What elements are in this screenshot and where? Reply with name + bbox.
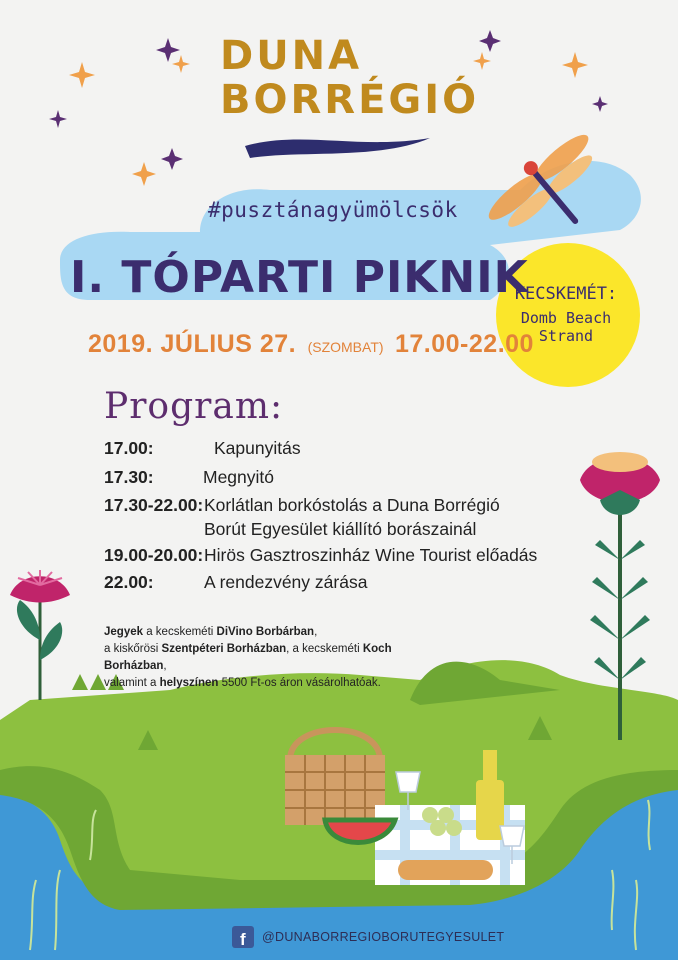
program-heading: Program: [104, 386, 284, 427]
program-item [104, 572, 367, 593]
ticket-text: a kiskőrösi [104, 643, 162, 655]
event-date [88, 330, 534, 359]
venue-place-line-2: Strand [538, 327, 594, 345]
date-main: 2019. JÚLIUS 27. [88, 330, 297, 358]
ticket-word: Jegyek [104, 626, 144, 638]
program-time: 17.30-22.00: [104, 495, 204, 515]
facebook-icon: f [232, 926, 254, 948]
program-time: 17.00: [104, 438, 154, 458]
program-item [104, 467, 274, 488]
ticket-text: 5500 Ft-os áron vásárolhatóak. [218, 677, 381, 689]
program-item [104, 438, 301, 459]
program-item [104, 545, 537, 566]
program-item [104, 495, 500, 516]
program-text: Hirös Gasztroszinház Wine Tourist előadás [204, 545, 538, 565]
ticket-text: a kecskeméti [143, 626, 217, 638]
ticket-place: DiVino Borbárban [216, 626, 315, 638]
date-weekday: (SZOMBAT) [307, 339, 384, 355]
ticket-text: valamint a [104, 677, 160, 689]
logo [220, 33, 480, 123]
logo-line-1: DUNA [220, 33, 363, 79]
program-text: Borút Egyesület kiállító borászainál [204, 519, 477, 539]
logo-line-2: BORRÉGIÓ [220, 77, 480, 123]
ticket-info [104, 624, 444, 692]
ticket-place: Koch Borházban [104, 643, 392, 672]
program-text: A rendezvény zárása [204, 572, 368, 592]
program-item [104, 519, 476, 540]
program-time: 22.00: [104, 572, 154, 592]
program-text: Kapunyitás [214, 438, 301, 458]
hashtag: #pusztánagyümölcsök [208, 198, 458, 222]
ticket-text: , [314, 626, 318, 638]
event-title: I. TÓPARTI PIKNIK [70, 252, 529, 303]
facebook-link[interactable] [232, 926, 504, 948]
ticket-place: Szentpéteri Borházban [161, 643, 287, 655]
date-time: 17.00-22.00 [395, 330, 534, 358]
program-text: Megnyitó [203, 467, 275, 487]
program-time: 19.00-20.00: [104, 545, 204, 565]
ticket-text: , a kecskeméti [286, 643, 363, 655]
ticket-place: helyszínen [159, 677, 219, 689]
facebook-handle: @DUNABORREGIOBORUTEGYESULET [262, 930, 505, 944]
venue-place-line-1: Domb Beach [520, 309, 612, 327]
venue [506, 285, 626, 345]
ticket-text: , [163, 660, 167, 672]
program-time: 17.30: [104, 467, 154, 487]
program-text: Korlátlan borkóstolás a Duna Borrégió [204, 495, 500, 515]
venue-city: KECSKEMÉT: [514, 284, 618, 304]
